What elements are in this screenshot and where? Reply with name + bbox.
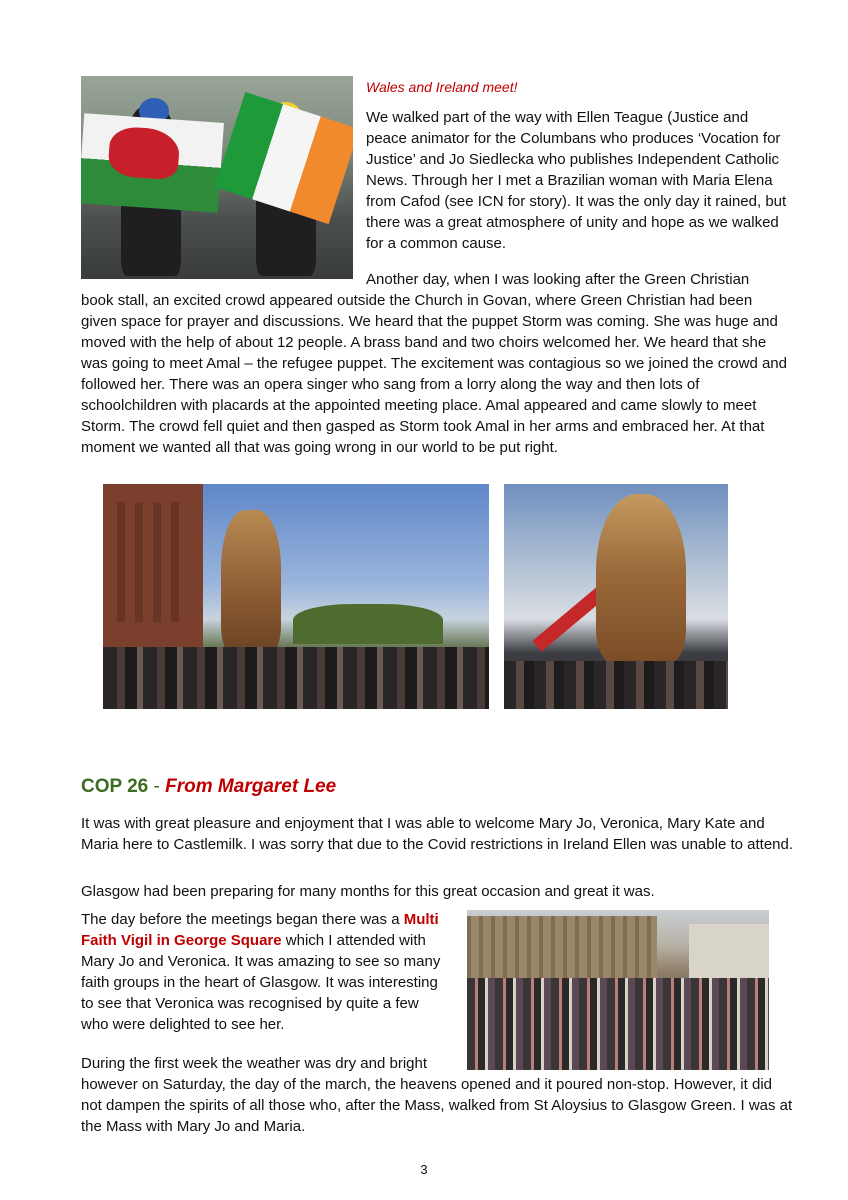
photo-george-square-vigil bbox=[467, 910, 769, 1070]
storm-paragraph-first-line: Another day, when I was looking after the Green Christian bbox=[366, 271, 750, 288]
section-title: COP 26 bbox=[81, 776, 149, 797]
photo-storm-puppet-closeup bbox=[504, 484, 728, 709]
vigil-text-after: which I attended with Mary Jo and Veronica. It was amazing to see so many faith groups in the heart of Glasgow. It was interesting to see that Veronica was recognised by quite a few who were delighted to see her. bbox=[81, 932, 441, 1033]
vigil-text-before: The day before the meetings began there was a bbox=[81, 911, 404, 928]
page-number: 3 bbox=[420, 1162, 428, 1177]
section-heading bbox=[81, 774, 336, 800]
section-author: From Margaret Lee bbox=[165, 776, 337, 797]
section-separator: - bbox=[153, 776, 160, 797]
weather-paragraph: however on Saturday, the day of the march, the heavens opened and it poured non-stop. However, it did not dampen the spirits of all those who, after the Mass, walked from St Aloysius to Glasgow Green. I was at the Mass with Mary Jo and Maria. bbox=[81, 1076, 793, 1135]
intro-paragraph: We walked part of the way with Ellen Teague (Justice and peace animator for the Columbans who produces ‘Vocation for Justice’ and Jo Siedlecka who publishes Independent Catholic News. Through her I met a Brazilian woman with Maria Elena from Cafod (see ICN for story). It was the only day it rained, but there was a great atmosphere of unity and hope as we walked for a common cause. bbox=[366, 109, 787, 252]
storm-paragraph: book stall, an excited crowd appeared outside the Church in Govan, where Green Christian had been given space for prayer and discussions. We heard that the puppet Storm was coming. She was huge and moved with the help of about 12 people. A brass band and two choirs welcomed her. We heard that she was going to meet Amal – the refugee puppet. The excitement was contagious so we joined the crowd and followed her. There was an opera singer who sang from a lorry along the way and then lots of schoolchildren with placards at the appointed meeting place. Amal appeared and came slowly to meet Storm. The crowd fell quiet and then gasped as Storm took Amal in her arms and embraced her. At that moment we wanted all that was going wrong in our world to be put right. bbox=[81, 292, 787, 456]
photo-storm-puppet-street bbox=[103, 484, 489, 709]
vigil-highlight: Multi Faith Vigil in George Square bbox=[81, 911, 439, 949]
welcome-paragraph: It was with great pleasure and enjoyment that I was able to welcome Mary Jo, Veronica, Mary Kate and Maria here to Castlemilk. I was sorry that due to the Covid restrictions in Ireland Ellen was unable to attend. bbox=[81, 815, 794, 853]
glasgow-paragraph: Glasgow had been preparing for many months for this great occasion and great it was. bbox=[81, 883, 655, 900]
vigil-paragraph bbox=[81, 909, 449, 1035]
weather-paragraph-first-line: During the first week the weather was dry and bright bbox=[81, 1055, 428, 1072]
photo-wales-ireland-flags bbox=[81, 76, 353, 279]
photo-caption: Wales and Ireland meet! bbox=[366, 79, 518, 95]
